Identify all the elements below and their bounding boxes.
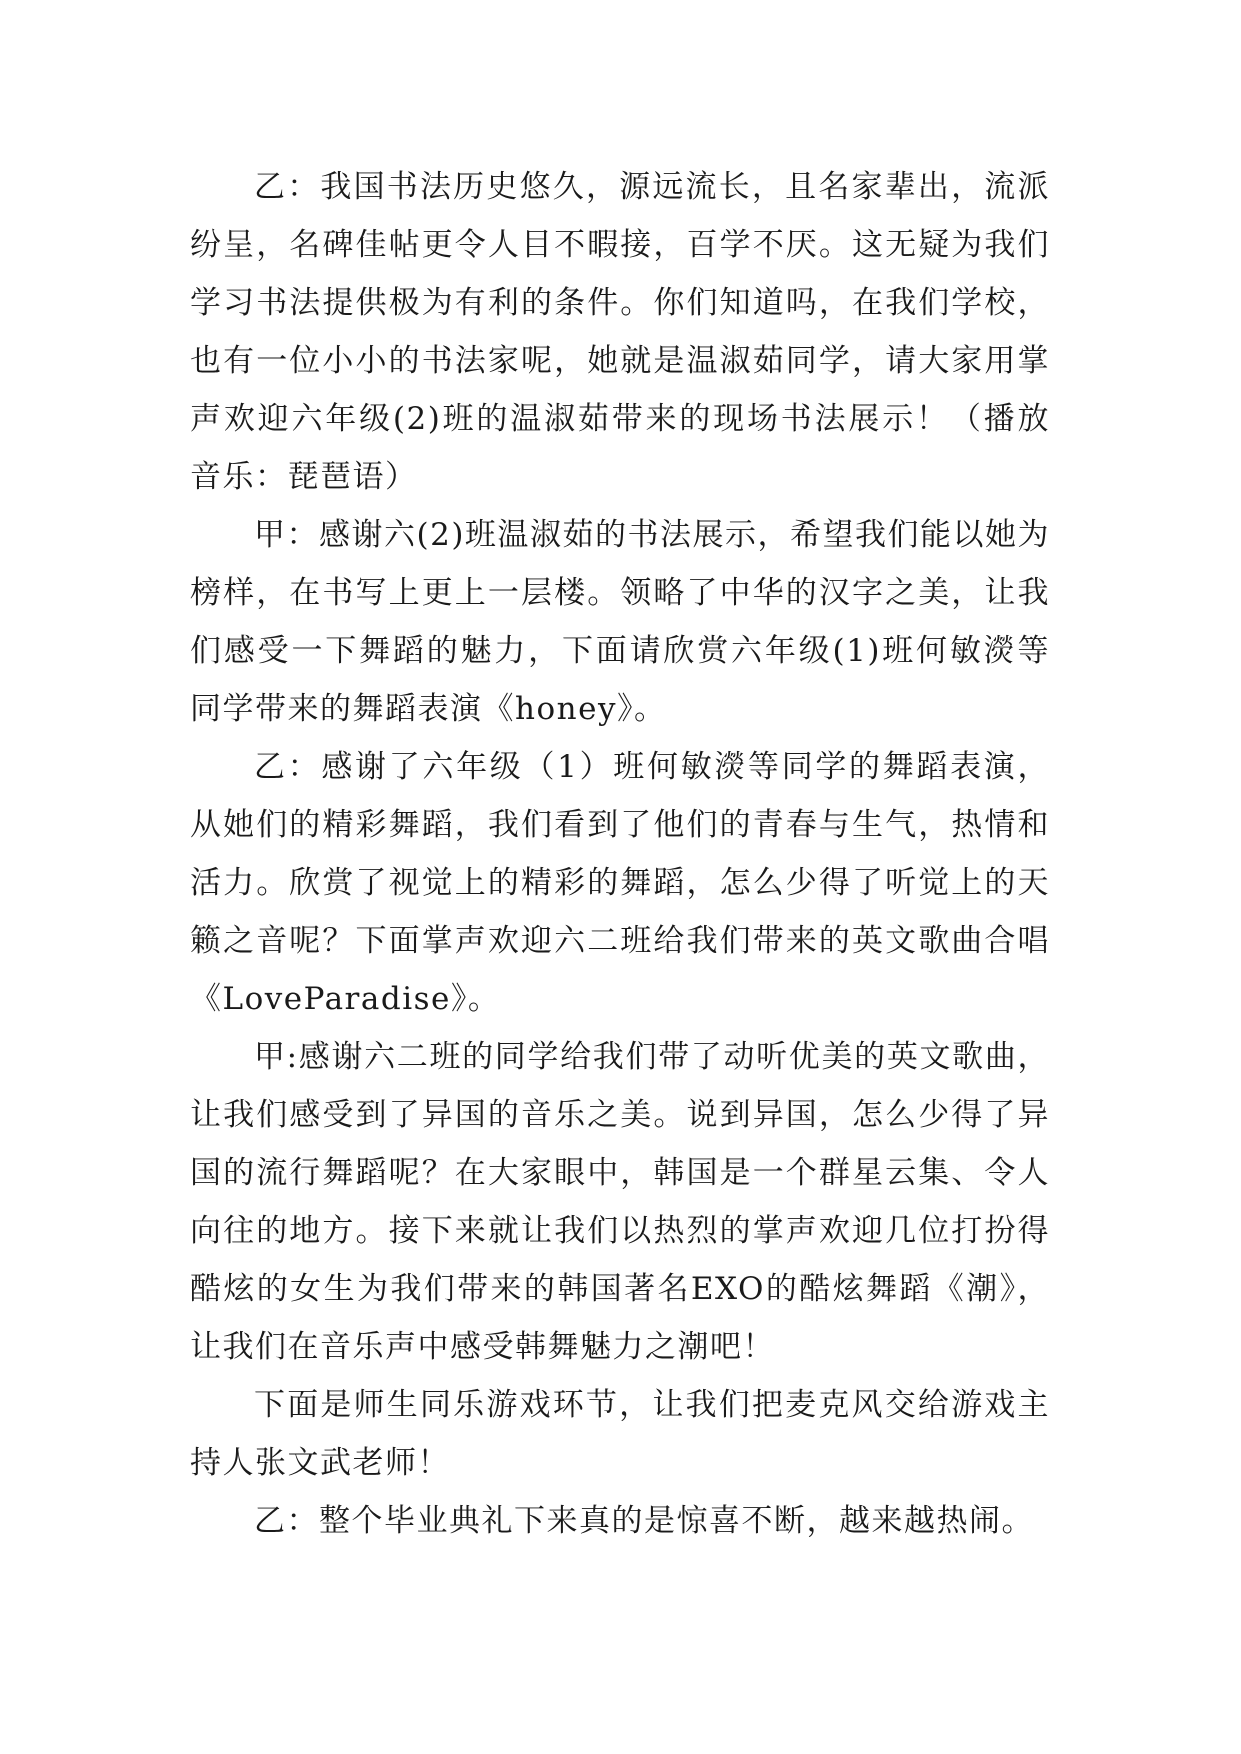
paragraph-closing: 乙：整个毕业典礼下来真的是惊喜不断，越来越热闹。 (254, 1503, 1034, 1539)
paragraph-dance-intro: 甲：感谢六(2)班温淑茹的书法展示，希望我们能以她为榜样，在书写上更上一层楼。领略了中华的汉字之美，让我们感受一下舞蹈的魅力，下面请欣赏六年级(1)班何敏濙等同学带来的舞蹈表演《honey》。 (190, 517, 1050, 727)
paragraph-game-intro: 下面是师生同乐游戏环节，让我们把麦克风交给游戏主持人张文武老师！ (190, 1387, 1050, 1481)
paragraph-song-intro: 乙：感谢了六年级（1）班何敏濙等同学的舞蹈表演，从她们的精彩舞蹈，我们看到了他们的青春与生气，热情和活力。欣赏了视觉上的精彩的舞蹈，怎么少得了听觉上的天籁之音呢？下面掌声欢迎六二班给我们带来的英文歌曲合唱《LoveParadise》。 (190, 749, 1050, 1017)
document-body (190, 158, 1050, 1550)
paragraph-kpop-dance-intro: 甲:感谢六二班的同学给我们带了动听优美的英文歌曲，让我们感受到了异国的音乐之美。说到异国，怎么少得了异国的流行舞蹈呢？在大家眼中，韩国是一个群星云集、令人向往的地方。接下来就让我们以热烈的掌声欢迎几位打扮得酷炫的女生为我们带来的韩国著名EXO的酷炫舞蹈《潮》，让我们在音乐声中感受韩舞魅力之潮吧！ (190, 1039, 1050, 1365)
paragraph-calligraphy-intro: 乙：我国书法历史悠久，源远流长，且名家辈出，流派纷呈，名碑佳帖更令人目不暇接，百学不厌。这无疑为我们学习书法提供极为有利的条件。你们知道吗，在我们学校，也有一位小小的书法家呢，她就是温淑茹同学，请大家用掌声欢迎六年级(2)班的温淑茹带来的现场书法展示！（播放音乐：琵琶语） (190, 169, 1050, 495)
